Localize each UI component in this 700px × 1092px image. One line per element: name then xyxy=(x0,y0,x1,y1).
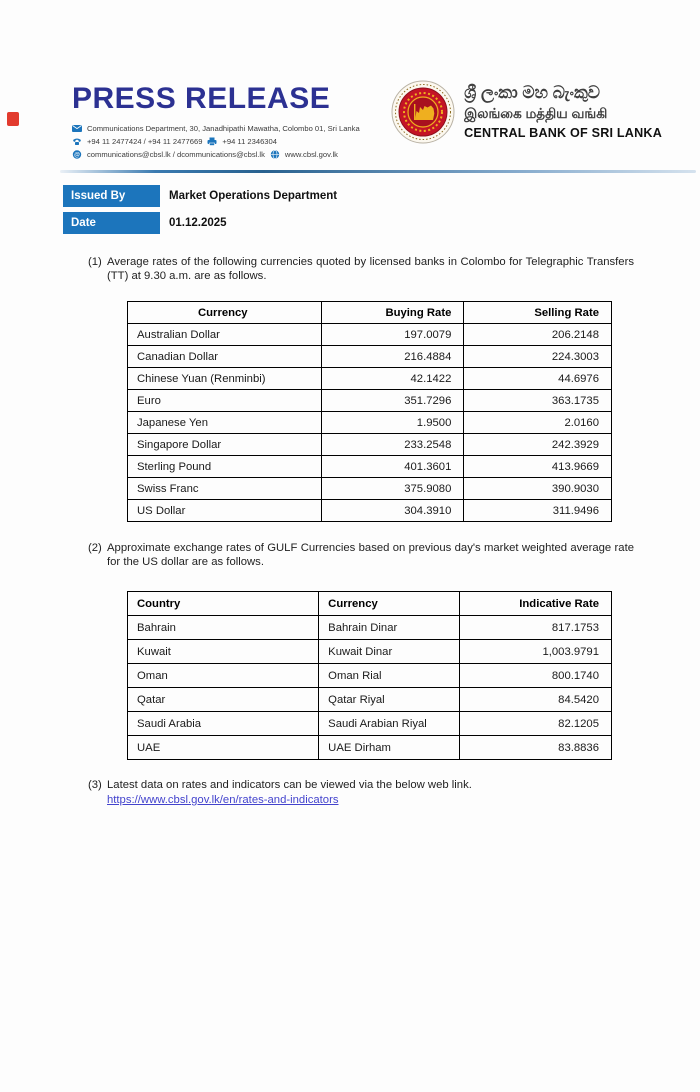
table-cell: US Dollar xyxy=(128,500,322,522)
paragraph-tt-rates xyxy=(88,255,634,283)
paragraph-gulf-rates xyxy=(88,541,634,569)
bank-name-sinhala: ශ්‍රී ලංකා මහ බැංකුව xyxy=(464,83,600,102)
table-cell: 197.0079 xyxy=(321,324,464,346)
issued-by-label: Issued By xyxy=(63,185,160,207)
table-cell: 413.9669 xyxy=(464,456,612,478)
issue-meta-block xyxy=(63,185,700,234)
table-cell: Euro xyxy=(128,390,322,412)
table-row xyxy=(128,736,612,760)
table-cell: 83.8836 xyxy=(459,736,611,760)
column-header: Country xyxy=(128,592,319,616)
table-row xyxy=(128,712,612,736)
table-row xyxy=(128,324,612,346)
table-cell: 1.9500 xyxy=(321,412,464,434)
item-number: (1) xyxy=(88,256,102,268)
bank-name-tamil: இலங்கை மத்திய வங்கி xyxy=(464,106,608,121)
table-cell: Swiss Franc xyxy=(128,478,322,500)
column-header: Currency xyxy=(128,302,322,324)
table-cell: 375.9080 xyxy=(321,478,464,500)
email-addresses: communications@cbsl.lk / dcommunications@cbsl.lk xyxy=(87,150,265,159)
table-cell: 311.9496 xyxy=(464,500,612,522)
table-cell: UAE xyxy=(128,736,319,760)
table-cell: 800.1740 xyxy=(459,664,611,688)
red-square-marker xyxy=(7,112,19,126)
phone-numbers: +94 11 2477424 / +94 11 2477669 xyxy=(87,137,203,146)
tt-rates-table xyxy=(127,301,612,522)
table-cell: Saudi Arabia xyxy=(128,712,319,736)
table-cell: 390.9030 xyxy=(464,478,612,500)
web-link-line xyxy=(107,793,634,807)
header-row xyxy=(128,302,612,324)
table-cell: UAE Dirham xyxy=(319,736,459,760)
email-icon xyxy=(72,150,82,159)
table-cell: 206.2148 xyxy=(464,324,612,346)
letterhead-right xyxy=(391,80,662,144)
table-cell: 233.2548 xyxy=(321,434,464,456)
table-cell: 817.1753 xyxy=(459,616,611,640)
contact-line-phones xyxy=(72,135,360,148)
item-number: (2) xyxy=(88,542,102,554)
table-cell: Oman xyxy=(128,664,319,688)
column-header: Selling Rate xyxy=(464,302,612,324)
table-row xyxy=(128,368,612,390)
rates-indicators-link[interactable]: https://www.cbsl.gov.lk/en/rates-and-indicators xyxy=(107,794,339,806)
table-row xyxy=(128,346,612,368)
table-cell: Bahrain Dinar xyxy=(319,616,459,640)
table-cell: Bahrain xyxy=(128,616,319,640)
website-text: www.cbsl.gov.lk xyxy=(284,150,338,159)
table-cell: Kuwait Dinar xyxy=(319,640,459,664)
table-cell: Singapore Dollar xyxy=(128,434,322,456)
column-header: Currency xyxy=(319,592,459,616)
column-header: Indicative Rate xyxy=(459,592,611,616)
table-cell: 42.1422 xyxy=(321,368,464,390)
header-divider xyxy=(60,170,696,173)
table-row xyxy=(128,390,612,412)
table-cell: 82.1205 xyxy=(459,712,611,736)
table-row xyxy=(128,500,612,522)
letterhead-left xyxy=(72,84,360,161)
globe-icon xyxy=(270,150,280,159)
table-cell: 351.7296 xyxy=(321,390,464,412)
phone-icon xyxy=(72,137,82,146)
table-cell: Qatar Riyal xyxy=(319,688,459,712)
envelope-icon xyxy=(72,124,82,133)
issued-by-value: Market Operations Department xyxy=(169,190,338,202)
table-cell: Oman Rial xyxy=(319,664,459,688)
fax-icon xyxy=(207,137,217,146)
table-cell: 44.6976 xyxy=(464,368,612,390)
contact-line-address xyxy=(72,122,360,135)
address-text: Communications Department, 30, Janadhipathi Mawatha, Colombo 01, Sri Lanka xyxy=(87,124,360,133)
table-row xyxy=(128,688,612,712)
date-row xyxy=(63,212,700,234)
table-cell: 242.3929 xyxy=(464,434,612,456)
date-label: Date xyxy=(63,212,160,234)
table-cell: Canadian Dollar xyxy=(128,346,322,368)
table-row xyxy=(128,434,612,456)
table-cell: 224.3003 xyxy=(464,346,612,368)
gulf-rates-table xyxy=(127,591,612,760)
table-cell: Sterling Pound xyxy=(128,456,322,478)
table-row xyxy=(128,616,612,640)
table-cell: 304.3910 xyxy=(321,500,464,522)
press-release-title: PRESS RELEASE xyxy=(72,82,331,115)
table-cell: Saudi Arabian Riyal xyxy=(319,712,459,736)
press-release-page xyxy=(0,84,700,1092)
fax-number: +94 11 2346304 xyxy=(222,137,277,146)
bank-names xyxy=(464,83,662,141)
table-cell: 363.1735 xyxy=(464,390,612,412)
table-row xyxy=(128,478,612,500)
table-cell: 84.5420 xyxy=(459,688,611,712)
item-text: Average rates of the following currencies quoted by licensed banks in Colombo for Telegraphic Transfers (TT) at 9.30 a.m. are as follows. xyxy=(107,256,634,282)
table-row xyxy=(128,412,612,434)
table-cell: 401.3601 xyxy=(321,456,464,478)
table-row xyxy=(128,640,612,664)
item-text: Latest data on rates and indicators can be viewed via the below web link. xyxy=(107,779,472,791)
bank-name-english: CENTRAL BANK OF SRI LANKA xyxy=(464,126,662,140)
column-header: Buying Rate xyxy=(321,302,464,324)
table-cell: Qatar xyxy=(128,688,319,712)
table-cell: Chinese Yuan (Renminbi) xyxy=(128,368,322,390)
table-cell: 1,003.9791 xyxy=(459,640,611,664)
header-row xyxy=(128,592,612,616)
central-bank-emblem-icon xyxy=(391,80,455,144)
table-cell: 216.4884 xyxy=(321,346,464,368)
table-cell: 2.0160 xyxy=(464,412,612,434)
item-text: Approximate exchange rates of GULF Currencies based on previous day's market weighted average rate for the US dollar are as follows. xyxy=(107,542,634,568)
table-cell: Kuwait xyxy=(128,640,319,664)
table-cell: Japanese Yen xyxy=(128,412,322,434)
paragraph-web-link xyxy=(88,778,634,792)
contact-line-email-web xyxy=(72,148,360,161)
item-number: (3) xyxy=(88,779,102,791)
table-row xyxy=(128,664,612,688)
table-cell: Australian Dollar xyxy=(128,324,322,346)
table-row xyxy=(128,456,612,478)
svg-text:@: @ xyxy=(73,152,81,159)
issued-by-row xyxy=(63,185,700,207)
date-value: 01.12.2025 xyxy=(169,217,227,229)
letterhead xyxy=(72,84,662,161)
